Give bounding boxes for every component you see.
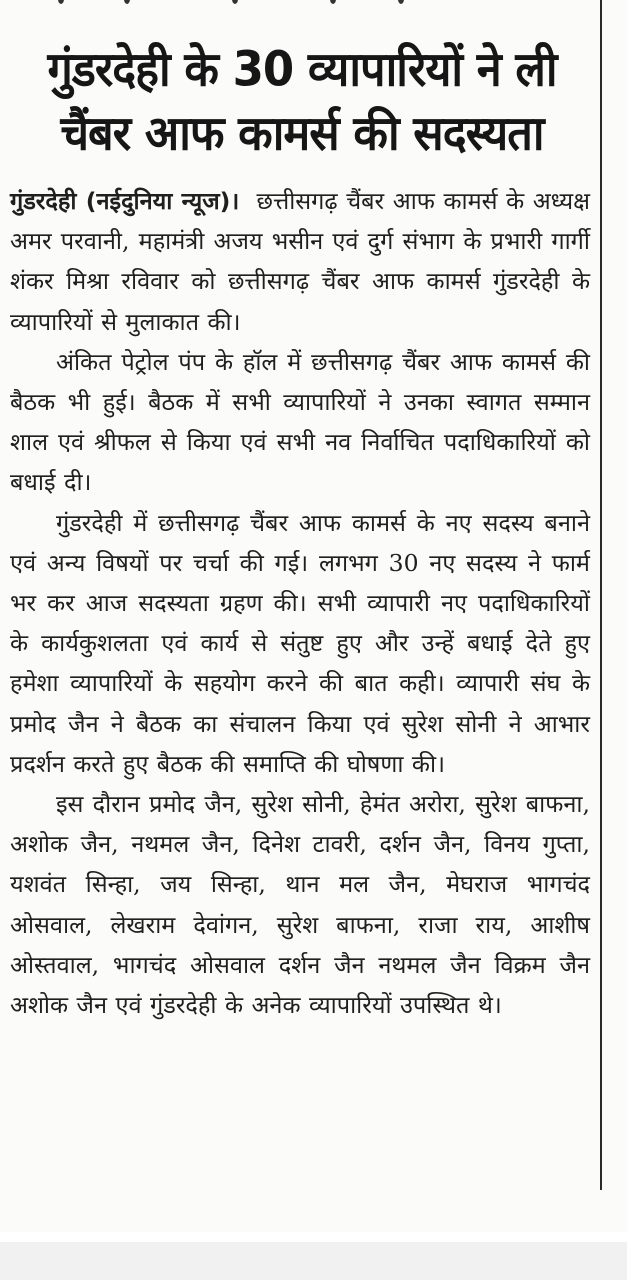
article-body [10,181,590,1025]
paragraph-2: अंकित पेट्रोल पंप के हॉल में छत्तीसगढ़ चैंबर आफ कामर्स की बैठक भी हुई। बैठक में सभी व्यापारियों ने उनका स्वागत सम्मान शाल एवं श्रीफल से किया एवं सभी नव निर्वाचित पदाधिकारियों को बधाई दी। [10,347,590,497]
article-headline [8,38,596,165]
column-divider [600,0,602,1190]
dateline: गुंडरदेही (नईदुनिया न्यूज)। [10,187,240,215]
headline-line-2: चैंबर आफ कामर्स की सदस्यता [60,104,544,161]
paragraph-3: गुंडरदेही में छत्तीसगढ़ चैंबर आफ कामर्स के नए सदस्य बनाने एवं अन्य विषयों पर चर्चा की गई। लगभग 30 नए सदस्य ने फार्म भर कर आज सदस्यता ग्रहण की। सभी व्यापारी नए पदाधिकारियों के कार्यकुशलता एवं कार्य से संतुष्ट हुए और उन्हें बधाई देते हुए हमेशा व्यापारियों के सहयोग करने की बात कही। व्यापारी संघ के प्रमोद जैन ने बैठक का संचालन किया एवं सुरेश सोनी ने आभार प्रदर्शन करते हुए बैठक की समाप्ति की घोषणा की। [10,508,590,778]
paragraph-1 [10,181,590,342]
bottom-bar [0,1242,627,1280]
headline-line-1: गुंडरदेही के 30 व्यापारियों ने ली [47,41,557,98]
paragraph-1-text: छत्तीसगढ़ चैंबर आफ कामर्स के अध्यक्ष अमर परवानी, महामंत्री अजय भसीन एवं दुर्ग संभाग के प्रभारी गार्गी शंकर मिश्रा रविवार को छत्तीसगढ़ चैंबर आफ कामर्स गुंडरदेही के व्यापारियों से मुलाकात की। [10,187,590,336]
cropped-previous-line [0,0,600,10]
paragraph-4: इस दौरान प्रमोद जैन, सुरेश सोनी, हेमंत अरोरा, सुरेश बाफना, अशोक जैन, नथमल जैन, दिनेश टावरी, दर्शन जैन, विनय गुप्ता, यशवंत सिन्हा, जय सिन्हा, थान मल जैन, मेघराज भागचंद ओसवाल, लेखराम देवांगन, सुरेश बाफना, राजा राय, आशीष ओस्तवाल, भागचंद ओसवाल दर्शन जैन नथमल जैन विक्रम जैन अशोक जैन एवं गुंडरदेही के अनेक व्यापारियों उपस्थित थे। [10,790,590,1020]
